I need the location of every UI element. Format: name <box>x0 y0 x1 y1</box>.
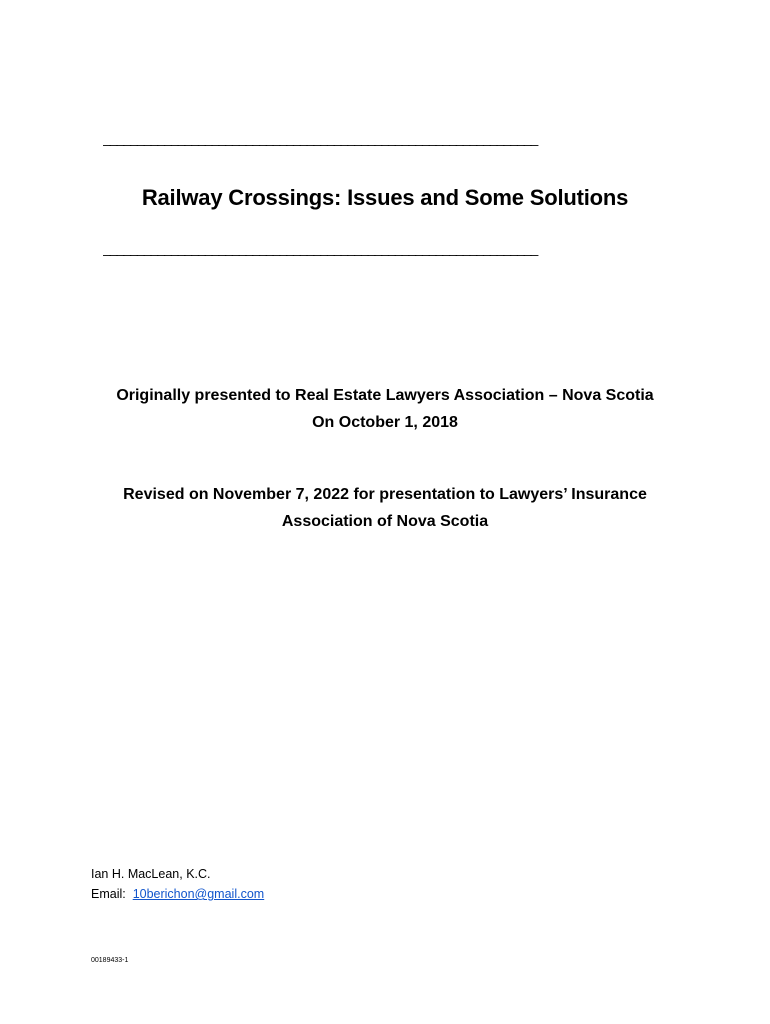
email-line <box>91 884 264 904</box>
revised-line-1: Revised on November 7, 2022 for presentation to Lawyers’ Insurance <box>123 486 647 503</box>
bottom-rule-line: ________________________________________________________________ <box>103 240 538 256</box>
document-id: 00189433-1 <box>91 957 129 964</box>
email-label: Email: <box>91 887 126 901</box>
email-link[interactable]: 10berichon@gmail.com <box>132 887 265 901</box>
presentation-info <box>40 382 730 436</box>
presented-line-2: On October 1, 2018 <box>312 414 458 431</box>
author-block <box>91 864 264 904</box>
revision-info <box>40 481 730 535</box>
presented-line-1: Originally presented to Real Estate Lawyers Association – Nova Scotia <box>116 387 654 404</box>
revised-line-2: Association of Nova Scotia <box>281 513 489 530</box>
top-rule-line: ________________________________________________________________ <box>103 130 538 146</box>
author-name: Ian H. MacLean, K.C. <box>91 867 211 881</box>
document-title: Railway Crossings: Issues and Some Solutions <box>141 185 629 210</box>
